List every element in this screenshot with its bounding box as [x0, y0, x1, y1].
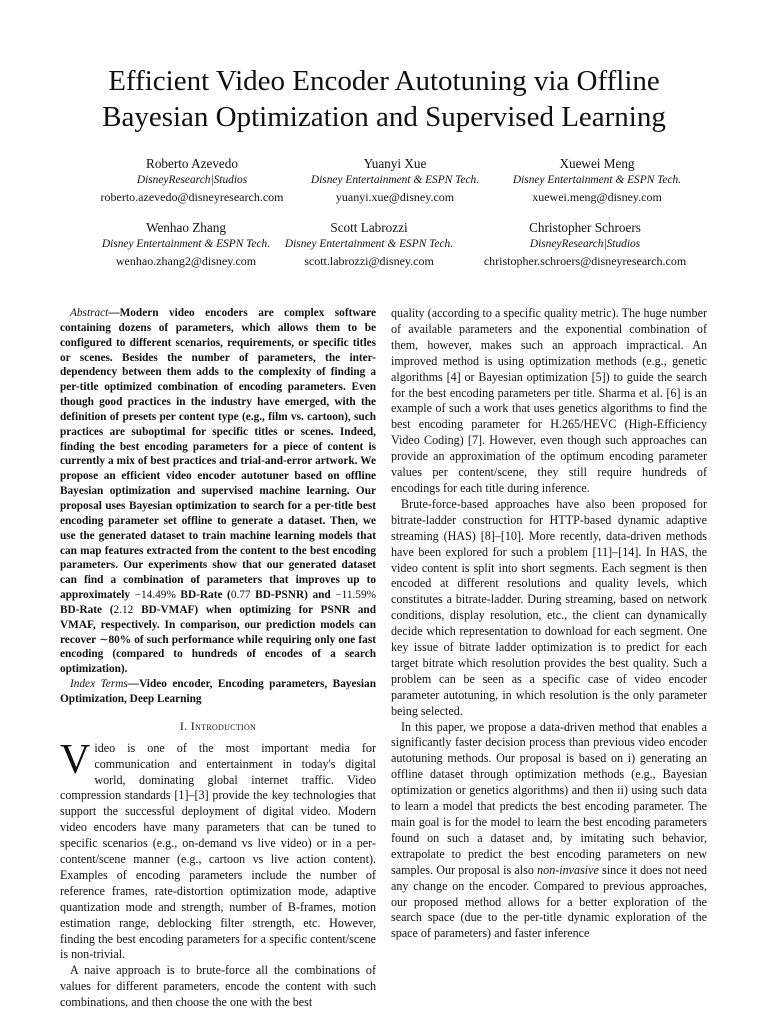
- intro-paragraph: [60, 736, 376, 964]
- body-paragraph: quality (according to a specific quality metric). The huge number of available parameters and the exponential combination of them, however, makes such an approach impractical. An improved method is using optimization methods (e.g., genetic algorithms [4] or Bayesian optimization [5]) to guide the search for the best encoding parameters per title. Sharma et al. [6] is an example of such a work that uses genetics algorithms to find the best encoding parameter for H.265/HEVC (High-Efficiency Video Coding) [7]. However, even though such approaches can provide an approximation of the optimum encoding parameter values per content/scene, they still require hundreds of encodings for each title during inference.: [391, 306, 707, 495]
- intro-paragraph: A naive approach is to brute-force all the combinations of values for different parameters, encode the content with such combinations, and then choose the one with the best: [60, 963, 376, 1010]
- body-paragraph: [391, 720, 707, 943]
- abstract-text: BD-PSNR) and: [250, 589, 336, 602]
- author-affiliation: Disney Entertainment & ESPN Tech.: [101, 238, 271, 250]
- abstract-text: BD-Rate (: [175, 589, 231, 602]
- title-line-1: Efficient Video Encoder Autotuning via Offline: [108, 65, 660, 97]
- body-text: In this paper, we propose a data-driven method that enables a significantly faster decision process than previous video encoder autotuning methods. Our proposal is based on i) generating an offline dataset through optimization methods (e.g., Bayesian optimization or genetics algorithms) and then ii) using such data to learn a model that predicts the best encoding parameter. The main goal is for the model to learn the best encoding parameters found on such a dataset and, by imitating such behavior, extrapolate to predict the best encoding parameters on new samples. Our proposal is also: [391, 719, 707, 877]
- author-name: Yuanyi Xue: [363, 156, 427, 171]
- author-affiliation: Disney Entertainment & ESPN Tech.: [310, 174, 480, 186]
- author-block: [465, 219, 705, 269]
- section-title: Introduction: [190, 718, 257, 733]
- abstract-text: BD-Rate (: [60, 603, 114, 616]
- title-line-2: Bayesian Optimization and Supervised Learning: [102, 101, 666, 133]
- index-terms: [60, 677, 376, 707]
- author-name: Roberto Azevedo: [146, 156, 238, 171]
- index-terms-text: —Video encoder, Encoding parameters, Bayesian Optimization, Deep Learning: [60, 678, 376, 705]
- index-terms-lead: Index Terms: [70, 678, 128, 691]
- author-affiliation: Disney Entertainment & ESPN Tech.: [512, 174, 682, 186]
- abstract-value: 2.12: [113, 603, 134, 616]
- paper-title: [40, 63, 728, 135]
- author-name: Scott Labrozzi: [330, 220, 408, 235]
- author-email: wenhao.zhang2@disney.com: [115, 253, 257, 268]
- abstract-value: −11.59%: [335, 589, 377, 602]
- author-email: roberto.azevedo@disneyresearch.com: [100, 189, 284, 204]
- abstract-lead: Abstract: [70, 307, 109, 319]
- author-block: [477, 155, 717, 205]
- intro-text: ideo is one of the most important media for communication and entertainment in today's digital world, dominating global internet traffic. Video compression standards [1]–[3] provide the key technologies that support the successful deployment of digital video. Modern video encoders have many parameters that can be tuned to specific scenarios (e.g., on-demand vs live video) or in a per-content/scene manner (e.g., cartoon vs live action content). Examples of encoding parameters include the number of reference frames, rate-distortion optimization mode, adaptive quantization mode and strength, number of B-frames, motion estimation range, deblocking filter strength, etc. However, finding the best encoding parameters for a specific content/scene is non-trivial.: [60, 740, 376, 962]
- abstract-text: —Modern video encoders are complex software containing dozens of parameters, which allows them to be configured to different scenarios, requirements, or specific titles or scenes. Besides the number of parameters, the inter-dependency between them adds to the complexity of finding a per-title optimized combination of encoding parameters. Even though good practices in the industry have emerged, with the definition of presets per content type (e.g., film vs. cartoon), such practices are suboptimal for specific titles or scenes. Indeed, finding the best encoding parameters for a piece of content is currently a mix of best practices and trial-and-error artwork. We propose an efficient video encoder autotuner based on offline Bayesian optimization and supervised machine learning. Our proposal uses Bayesian optimization to search for a per-title best encoding parameter set offline to generate a dataset. Then, we use the generated dataset to train machine learning models that can map features extracted from the content to the best encoding parameters. Our experiments show that our generated dataset can find a combination of parameters that improves up to approximately: [60, 307, 376, 602]
- author-block: [249, 219, 489, 269]
- body-emphasis: non-invasive: [537, 862, 599, 877]
- author-affiliation: DisneyResearch|Studios: [529, 238, 641, 250]
- author-name: Wenhao Zhang: [146, 220, 226, 235]
- author-email: xuewei.meng@disney.com: [532, 189, 662, 204]
- left-column: [60, 306, 376, 1011]
- abstract: [60, 306, 376, 677]
- section-number: I.: [179, 718, 191, 733]
- abstract-text: BD-VMAF) when optimizing for PSNR and VMAF, respectively. In comparison, our prediction models can recover: [60, 603, 376, 646]
- author-email: scott.labrozzi@disney.com: [304, 253, 434, 268]
- author-affiliation: DisneyResearch|Studios: [136, 174, 248, 186]
- author-email: christopher.schroers@disneyresearch.com: [483, 253, 687, 268]
- body-paragraph: Brute-force-based approaches have also been proposed for bitrate-ladder construction for HTTP-based dynamic adaptive streaming (HAS) [8]–[10]. More recently, data-driven methods have been explored for such a problem [11]–[14]. In HAS, the video content is split into short segments. Each segment is then encoded at different resolutions and quality levels, which constitutes a bitrate-ladder. During streaming, based on network conditions, display resolution, etc., the client can dynamically decide which representation to download for each segment. One key issue of bitrate ladder optimization is to predict for each target bitrate which resolution provides the best quality. Such a problem can be seen as a specific case of video encoder parameter autotuning, in which resolution is the only parameter being selected.: [391, 496, 707, 718]
- author-affiliation: Disney Entertainment & ESPN Tech.: [284, 238, 454, 250]
- section-heading: [60, 719, 376, 735]
- drop-cap: V: [60, 736, 91, 783]
- abstract-value: −14.49%: [134, 589, 176, 602]
- author-name: Christopher Schroers: [529, 220, 641, 235]
- abstract-value: 0.77: [230, 589, 251, 602]
- abstract-text: 80% of such performance while requiring only one fast encoding (compared to hundreds of encodes of a search optimization).: [60, 633, 376, 676]
- right-column: [391, 306, 707, 942]
- author-email: yuanyi.xue@disney.com: [335, 189, 455, 204]
- author-name: Xuewei Meng: [559, 156, 635, 171]
- body-text: since it does not need any change on the encoder. Compared to previous approaches, our proposed method allows for a better exploration of the search space (due to the per-title dynamic exploration of the space of parameters) and faster inference: [391, 862, 708, 941]
- abstract-value: ∼: [99, 633, 109, 646]
